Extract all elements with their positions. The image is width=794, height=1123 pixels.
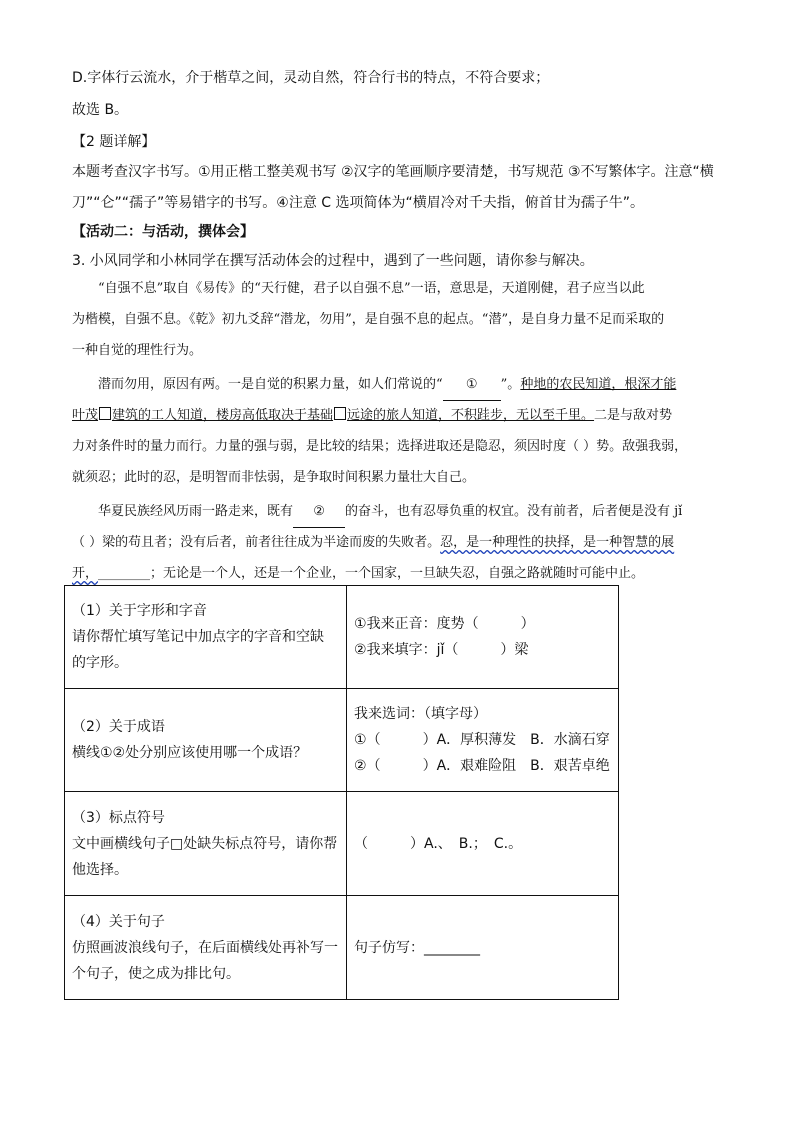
prompt-line: 文中画横线句子□处缺失标点符号，请你帮 (72, 835, 338, 852)
passage-line (72, 431, 687, 462)
row-prompt (65, 792, 347, 896)
prompt-line: （2）关于成语 (72, 719, 165, 735)
table-row (65, 896, 619, 1000)
passage-text: 的奋斗，也有忍辱负重的权宜。没有前者，后者便是没有 jǐ (345, 504, 683, 519)
prompt-line: （3）标点符号 (72, 809, 165, 826)
passage-text: 就须忍；此时的忍，是明智而非怯弱，是争取时间积累力量壮大自己。 (72, 470, 476, 485)
passage-line (72, 400, 672, 431)
prompt-line: 请你帮忙填写笔记中加点字的字音和空缺 (72, 629, 324, 645)
question-3-stem: 3. 小风同学和小林同学在撰写活动体会的过程中，遇到了一些问题，请你参与解决。 (72, 253, 594, 269)
passage-text: ”。 (500, 377, 521, 392)
answer-line[interactable]: 句子仿写：________ (354, 939, 481, 956)
table-row (65, 792, 619, 896)
detail-line-2: 刀”“仑”“孺子”等易错字的书写。④注意 C 选项简体为“横眉冷对千夫指，俯首甘为孺子牛”。 (72, 195, 644, 211)
passage-line (72, 462, 475, 493)
blank-2[interactable]: ② (293, 496, 345, 528)
underlined-sentence: 远途的旅人知道，不积跬步，无以至千里。 (347, 408, 595, 423)
underlined-sentence: 建筑的工人知道，楼房高低取决于基础 (112, 408, 334, 423)
row-answer[interactable] (347, 586, 619, 689)
passage-text: （ ）梁的苟且者；没有后者，前者往往成为半途而废的失败者。 (72, 535, 441, 550)
prompt-line: （1）关于字形和字音 (72, 603, 207, 619)
row-answer[interactable] (347, 792, 619, 896)
passage-line (98, 273, 645, 304)
wavy-underlined-sentence: 开， (72, 566, 99, 581)
detail-heading: 【2 题详解】 (72, 134, 156, 150)
punctuation-box[interactable] (99, 407, 111, 420)
punctuation-box[interactable] (334, 407, 346, 420)
underlined-sentence: 叶茂 (72, 408, 99, 423)
prompt-line: 横线①②处分别应该使用哪一个成语？ (72, 745, 308, 761)
passage-text: 力对条件时的量力而行。力量的强与弱，是比较的结果；选择进取还是隐忍，须因时度（ ）势。敌强我弱， (72, 439, 688, 454)
prompt-line: 仿照画波浪线句子，在后面横线处再补写一 (72, 939, 338, 956)
row-prompt (65, 896, 347, 1000)
row-prompt (65, 586, 347, 689)
answer-line: 故选 B。 (72, 102, 129, 118)
answer-line[interactable]: ①（ ）A．厚积薄发 B．水滴石穿 (354, 732, 610, 748)
passage-text: 华夏民族经风历雨一路走来，既有 (98, 504, 294, 519)
answer-line[interactable]: （ ）A.、 B.； C.。 (354, 835, 523, 852)
row-prompt (65, 689, 347, 792)
answer-line[interactable]: ②（ ）A．艰难险阻 B．艰苦卓绝 (354, 758, 610, 774)
prompt-line: （4）关于句子 (72, 913, 165, 930)
underlined-sentence: 种地的农民知道，根深才能 (520, 377, 677, 392)
passage-line (98, 369, 676, 401)
passage-text: 一种自觉的理性行为。 (72, 343, 203, 358)
passage-line (72, 527, 674, 558)
passage-text: 二是与敌对势 (594, 408, 673, 423)
prompt-line: 他选择。 (72, 861, 128, 878)
row-answer[interactable] (347, 896, 619, 1000)
answer-line[interactable]: ①我来正音：度势（ ） (354, 616, 535, 632)
passage-line (72, 335, 202, 366)
passage-text: “自强不息”取自《易传》的“天行健，君子以自强不息”一语，意思是，天道刚健，君子应当以此 (98, 281, 645, 296)
row-answer[interactable] (347, 689, 619, 792)
blank-1[interactable]: ① (443, 369, 501, 401)
passage-text: 潜而勿用，原因有两。一是自觉的积累力量，如人们常说的“ (98, 377, 443, 392)
table-row (65, 689, 619, 792)
prompt-line: 个句子，使之成为排比句。 (72, 965, 240, 982)
detail-line-1: 本题考查汉字书写。①用正楷工整美观书写 ②汉字的笔画顺序要清楚，书写规范 ③不写繁体字。注意“横 (72, 164, 714, 180)
table-row (65, 586, 619, 689)
activity-heading: 【活动二：与活动，撰体会】 (72, 224, 254, 240)
passage-line (98, 496, 682, 528)
wavy-underlined-sentence: 忍，是一种理性的抉择，是一种智慧的展 (440, 535, 675, 550)
question-table (64, 585, 619, 1000)
option-d-analysis: D.字体行云流水，介于楷草之间，灵动自然，符合行书的特点，不符合要求； (72, 70, 550, 86)
passage-text: 为楷模，自强不息。《乾》初九爻辞“潜龙，勿用”，是自强不息的起点。“潜”，是自身力量不足而采取的 (72, 312, 665, 327)
passage-text: ；无论是一个人，还是一个企业，一个国家，一旦缺失忍，自强之路就随时可能中止。 (150, 566, 645, 581)
passage-line (72, 304, 664, 335)
prompt-line: 的字形。 (72, 655, 128, 671)
blank-3[interactable]: ________ (98, 566, 151, 581)
answer-line: 我来选词：（填字母） (354, 706, 488, 722)
answer-line[interactable]: ②我来填字：jǐ（ ）梁 (354, 642, 529, 658)
